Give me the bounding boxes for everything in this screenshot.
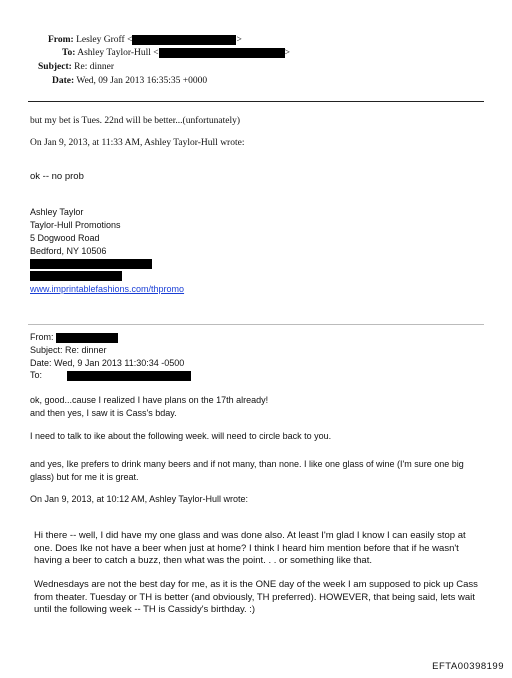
signature-name: Ashley Taylor bbox=[30, 207, 84, 217]
to-tail: > bbox=[284, 48, 290, 58]
from-value: Lesley Groff < bbox=[76, 35, 133, 45]
redaction-bar bbox=[30, 271, 122, 281]
to-value: Ashley Taylor-Hull < bbox=[77, 48, 159, 58]
quoted2-to bbox=[30, 370, 191, 381]
quoted2-to-label: To: bbox=[30, 370, 43, 380]
signature-city: Bedford, NY 10506 bbox=[30, 246, 107, 256]
signature-link[interactable]: www.imprintablefashions.com/thpromo bbox=[30, 284, 185, 294]
reply-line-1: but my bet is Tues. 22nd will be better...(unfortunately) bbox=[30, 116, 241, 126]
date-label: Date: bbox=[52, 76, 75, 86]
quoted2-p3: and yes, Ike prefers to drink many beers and if not many, than none. I like one glass of wine (I'm sure one big glass) but for me it is great. bbox=[30, 459, 464, 482]
subject-value: Re: dinner bbox=[74, 62, 114, 72]
quoted2-p1a: ok, good...cause I realized I have plans on the 17th already! bbox=[30, 395, 269, 405]
quoted2-from-label: From: bbox=[30, 332, 54, 342]
quote-divider bbox=[28, 324, 484, 325]
header-subject bbox=[38, 61, 114, 73]
bates-number: EFTA00398199 bbox=[432, 661, 504, 672]
to-label: To: bbox=[62, 48, 76, 58]
redaction-bar bbox=[56, 333, 118, 343]
redaction-bar bbox=[132, 35, 236, 45]
header-from bbox=[48, 34, 242, 46]
quoted2-date: Date: Wed, 9 Jan 2013 11:30:34 -0500 bbox=[30, 358, 185, 368]
quoted2-p2: I need to talk to ike about the following week. will need to circle back to you. bbox=[30, 431, 332, 441]
quoted2-p1b: and then yes, I saw it is Cass's bday. bbox=[30, 408, 177, 418]
quoted3-p1: Hi there -- well, I did have my one glass and was done also. At least I'm glad I know I can easily stop at one. Does Ike not have a beer when just at home? I think I heard him mention before that if he wasn't having a beer to catch a buzz, then what was the point. . . or something like that. bbox=[34, 530, 466, 566]
header-to bbox=[62, 47, 290, 59]
subject-label: Subject: bbox=[38, 62, 72, 72]
quoted2-p4: On Jan 9, 2013, at 10:12 AM, Ashley Taylor-Hull wrote: bbox=[30, 494, 248, 504]
redaction-bar bbox=[30, 259, 152, 269]
from-tail: > bbox=[236, 35, 242, 45]
redaction-bar bbox=[159, 48, 285, 58]
quoted2-subject: Subject: Re: dinner bbox=[30, 345, 107, 355]
header-divider bbox=[28, 101, 484, 102]
signature-address: 5 Dogwood Road bbox=[30, 233, 100, 243]
from-label: From: bbox=[48, 35, 74, 45]
quoted3-p2: Wednesdays are not the best day for me, as it is the ONE day of the week I am supposed to pick up Cass from theater. Tuesday or TH is better (and obviously, TH preferred). HOWEVER, that being said, lets wait until the following week -- TH is Cassidy's birthday. :) bbox=[34, 579, 478, 615]
quoted2-from bbox=[30, 332, 118, 343]
header-date bbox=[52, 75, 207, 87]
signature-company: Taylor-Hull Promotions bbox=[30, 220, 121, 230]
date-value: Wed, 09 Jan 2013 16:35:35 +0000 bbox=[76, 76, 208, 86]
reply-line-2: On Jan 9, 2013, at 11:33 AM, Ashley Taylor-Hull wrote: bbox=[30, 138, 245, 148]
quoted1-body: ok -- no prob bbox=[30, 171, 84, 182]
redaction-bar bbox=[67, 371, 191, 381]
